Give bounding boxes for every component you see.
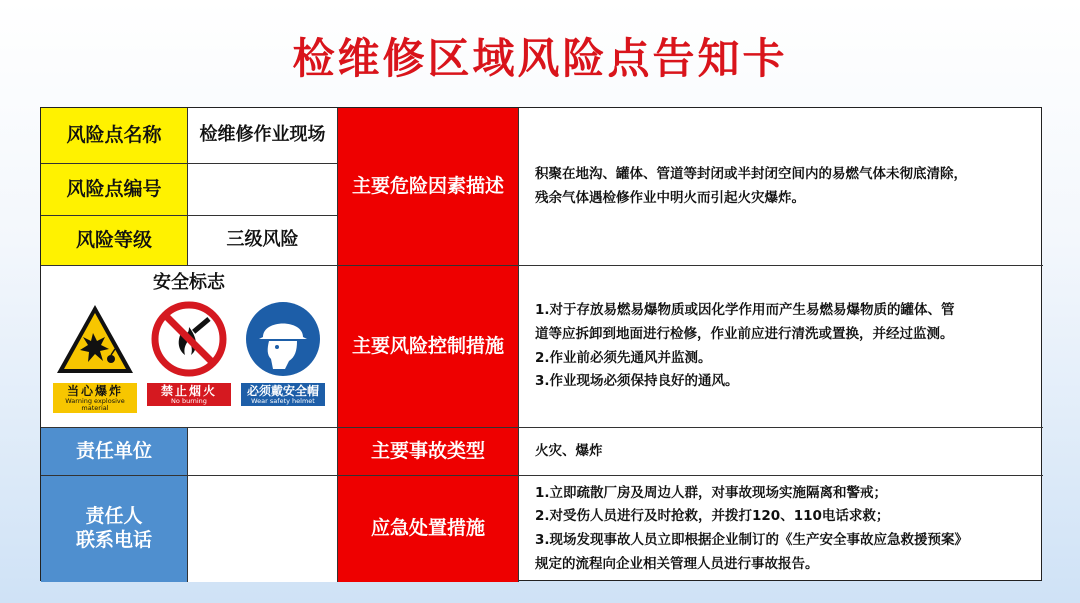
sign-explosion bbox=[53, 299, 137, 413]
emergency-line: 3.现场发现事故人员立即根据企业制订的《生产安全事故应急救援预案》 bbox=[535, 532, 969, 548]
explosion-warning-icon bbox=[53, 299, 137, 379]
risk-level-label: 风险等级 bbox=[41, 216, 188, 266]
accident-value: 火灾、爆炸 bbox=[519, 428, 1043, 476]
emergency-line: 1.立即疏散厂房及周边人群，对事故现场实施隔离和警戒； bbox=[535, 484, 888, 501]
sign-no-burning bbox=[147, 299, 231, 406]
hazard-line: 残余气体遇检修作业中明火而引起火灾爆炸。 bbox=[535, 189, 805, 206]
control-line: 1.对于存放易燃易爆物质或因化学作用而产生易燃易爆物质的罐体、管 bbox=[535, 302, 955, 319]
sign-no-burning-caption: 禁止烟火 No burning bbox=[147, 383, 231, 406]
emergency-line: 2.对受伤人员进行及时抢救，并拨打120、110电话求救； bbox=[535, 508, 890, 525]
risk-code-label: 风险点编号 bbox=[41, 164, 188, 216]
unit-label: 责任单位 bbox=[41, 428, 188, 476]
risk-code-value bbox=[188, 164, 338, 216]
sign-explosion-caption: 当心爆炸 Warning explosive material bbox=[53, 383, 137, 413]
page-title: 检维修区域风险点告知卡 bbox=[292, 34, 788, 83]
emergency-measures bbox=[519, 476, 1043, 582]
sign-helmet-caption: 必须戴安全帽 Wear safety helmet bbox=[241, 383, 325, 406]
safety-signs-title: 安全标志 bbox=[153, 272, 225, 293]
contact-label: 责任人 联系电话 bbox=[41, 476, 188, 582]
risk-name-value: 检维修作业现场 bbox=[188, 108, 338, 164]
control-line: 2.作业前必须先通风并监测。 bbox=[535, 349, 712, 366]
contact-value bbox=[188, 476, 338, 582]
emergency-line: 规定的流程向企业相关管理人员进行事故报告。 bbox=[535, 555, 819, 572]
accident-label: 主要事故类型 bbox=[338, 428, 519, 476]
control-line: 3.作业现场必须保持良好的通风。 bbox=[535, 373, 739, 390]
safety-signs-panel bbox=[41, 266, 338, 428]
wear-helmet-icon bbox=[241, 299, 325, 379]
emergency-label: 应急处置措施 bbox=[338, 476, 519, 582]
sign-helmet bbox=[241, 299, 325, 406]
control-label: 主要风险控制措施 bbox=[338, 266, 519, 428]
hazard-line: 积聚在地沟、罐体、管道等封闭或半封闭空间内的易燃气体未彻底清除， bbox=[535, 165, 967, 182]
control-line: 道等应拆卸到地面进行检修，作业前应进行清洗或置换，并经过监测。 bbox=[535, 325, 954, 342]
no-burning-icon bbox=[147, 299, 231, 379]
hazard-description bbox=[519, 108, 1043, 266]
unit-value bbox=[188, 428, 338, 476]
risk-notice-card bbox=[40, 107, 1042, 581]
control-measures bbox=[519, 266, 1043, 428]
hazard-label: 主要危险因素描述 bbox=[338, 108, 519, 266]
risk-level-value: 三级风险 bbox=[188, 216, 338, 266]
risk-name-label: 风险点名称 bbox=[41, 108, 188, 164]
